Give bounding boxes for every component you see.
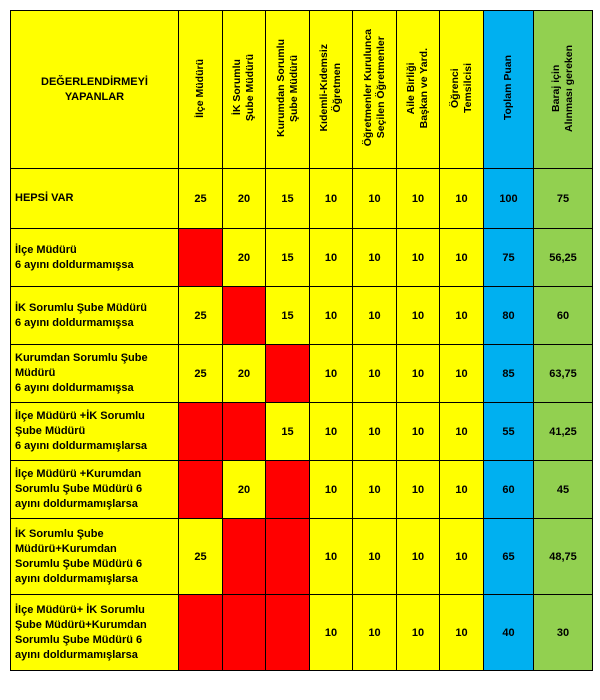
value-cell: 10 <box>353 345 397 403</box>
value-cell: 100 <box>484 169 534 229</box>
header-col-toplam-puan <box>484 11 534 169</box>
header-col-text: Aile Birliği Başkan ve Yard. <box>405 47 430 129</box>
value-cell: 10 <box>440 229 484 287</box>
value-cell: 20 <box>223 461 266 519</box>
table-row <box>11 403 593 461</box>
value-cell: 10 <box>353 519 397 595</box>
value-cell: 48,75 <box>534 519 593 595</box>
empty-cell <box>266 595 310 671</box>
header-col-text: İlçe Müdürü <box>194 58 206 118</box>
row-label: İK Sorumlu Şube Müdürü+Kurumdan Sorumlu Şube Müdürü 6 ayını doldurmamışlarsa <box>11 519 179 595</box>
value-cell: 25 <box>179 169 223 229</box>
empty-cell <box>179 229 223 287</box>
empty-cell <box>266 461 310 519</box>
value-cell: 10 <box>310 519 353 595</box>
value-cell: 10 <box>353 287 397 345</box>
table-row <box>11 461 593 519</box>
value-cell: 25 <box>179 287 223 345</box>
value-cell: 10 <box>440 519 484 595</box>
value-cell: 10 <box>397 287 440 345</box>
table-row <box>11 345 593 403</box>
value-cell: 80 <box>484 287 534 345</box>
row-label: İlçe Müdürü +İK Sorumlu Şube Müdürü 6 ayını doldurmamışlarsa <box>11 403 179 461</box>
value-cell: 85 <box>484 345 534 403</box>
row-label: İlçe Müdürü 6 ayını doldurmamışsa <box>11 229 179 287</box>
table-row <box>11 169 593 229</box>
row-label: İlçe Müdürü+ İK Sorumlu Şube Müdürü+Kurumdan Sorumlu Şube Müdürü 6 ayını doldurmamışlarsa <box>11 595 179 671</box>
header-col-baraj <box>534 11 593 169</box>
value-cell: 60 <box>534 287 593 345</box>
value-cell: 10 <box>440 287 484 345</box>
header-col-text: Öğrenci Temsilcisi <box>448 63 474 113</box>
value-cell: 10 <box>440 595 484 671</box>
value-cell: 45 <box>534 461 593 519</box>
empty-cell <box>223 595 266 671</box>
table-row <box>11 287 593 345</box>
empty-cell <box>179 595 223 671</box>
header-row <box>11 11 593 169</box>
value-cell: 10 <box>440 169 484 229</box>
value-cell: 75 <box>484 229 534 287</box>
value-cell: 20 <box>223 229 266 287</box>
value-cell: 10 <box>397 461 440 519</box>
empty-cell <box>179 403 223 461</box>
row-label: İlçe Müdürü +Kurumdan Sorumlu Şube Müdürü 6 ayını doldurmamışlarsa <box>11 461 179 519</box>
value-cell: 10 <box>397 403 440 461</box>
value-cell: 20 <box>223 169 266 229</box>
empty-cell <box>223 403 266 461</box>
value-cell: 55 <box>484 403 534 461</box>
empty-cell <box>266 345 310 403</box>
empty-cell <box>223 287 266 345</box>
value-cell: 15 <box>266 287 310 345</box>
value-cell: 65 <box>484 519 534 595</box>
header-col-text: Kıdemli-Kıdemsiz Öğretmen <box>318 44 343 132</box>
header-col-kidemli-ogretmen <box>310 11 353 169</box>
value-cell: 10 <box>310 229 353 287</box>
value-cell: 10 <box>310 461 353 519</box>
value-cell: 10 <box>310 287 353 345</box>
value-cell: 40 <box>484 595 534 671</box>
header-evaluators-text: DEĞERLENDİRMEYİ YAPANLAR <box>41 75 148 103</box>
value-cell: 10 <box>310 595 353 671</box>
header-col-text: Öğretmenler Kurulunca Seçilen Öğretmenler <box>361 29 387 147</box>
value-cell: 63,75 <box>534 345 593 403</box>
value-cell: 10 <box>397 595 440 671</box>
value-cell: 15 <box>266 169 310 229</box>
header-col-ik-sube-muduru <box>223 11 266 169</box>
value-cell: 10 <box>353 229 397 287</box>
value-cell: 25 <box>179 519 223 595</box>
value-cell: 41,25 <box>534 403 593 461</box>
header-col-text: Baraj için Alınması gereken <box>550 44 575 132</box>
value-cell: 10 <box>440 461 484 519</box>
value-cell: 10 <box>353 403 397 461</box>
table-row <box>11 519 593 595</box>
value-cell: 10 <box>310 345 353 403</box>
score-table <box>10 10 593 671</box>
value-cell: 10 <box>310 403 353 461</box>
header-evaluators <box>11 11 179 169</box>
value-cell: 15 <box>266 403 310 461</box>
empty-cell <box>266 519 310 595</box>
row-label: Kurumdan Sorumlu Şube Müdürü 6 ayını doldurmamışsa <box>11 345 179 403</box>
header-col-text: Toplam Puan <box>502 55 514 121</box>
value-cell: 20 <box>223 345 266 403</box>
row-label: İK Sorumlu Şube Müdürü 6 ayını doldurmamışsa <box>11 287 179 345</box>
value-cell: 25 <box>179 345 223 403</box>
value-cell: 10 <box>397 519 440 595</box>
value-cell: 10 <box>440 345 484 403</box>
table-row <box>11 229 593 287</box>
value-cell: 30 <box>534 595 593 671</box>
value-cell: 15 <box>266 229 310 287</box>
empty-cell <box>223 519 266 595</box>
value-cell: 10 <box>440 403 484 461</box>
value-cell: 10 <box>353 169 397 229</box>
value-cell: 60 <box>484 461 534 519</box>
header-col-ilce-muduru <box>179 11 223 169</box>
header-col-ogrenci-temsilcisi <box>440 11 484 169</box>
value-cell: 75 <box>534 169 593 229</box>
row-label: HEPSİ VAR <box>11 169 179 229</box>
value-cell: 10 <box>353 461 397 519</box>
value-cell: 10 <box>353 595 397 671</box>
header-col-text: İK Sorumlu Şube Müdürü <box>231 54 256 122</box>
table-row <box>11 595 593 671</box>
header-col-text: Kurumdan Sorumlu Şube Müdürü <box>274 38 300 137</box>
value-cell: 56,25 <box>534 229 593 287</box>
value-cell: 10 <box>310 169 353 229</box>
header-col-aile-birligi <box>397 11 440 169</box>
value-cell: 10 <box>397 345 440 403</box>
value-cell: 10 <box>397 169 440 229</box>
empty-cell <box>179 461 223 519</box>
value-cell: 10 <box>397 229 440 287</box>
header-col-secilen-ogretmenler <box>353 11 397 169</box>
header-col-kurumdan-sube-muduru <box>266 11 310 169</box>
